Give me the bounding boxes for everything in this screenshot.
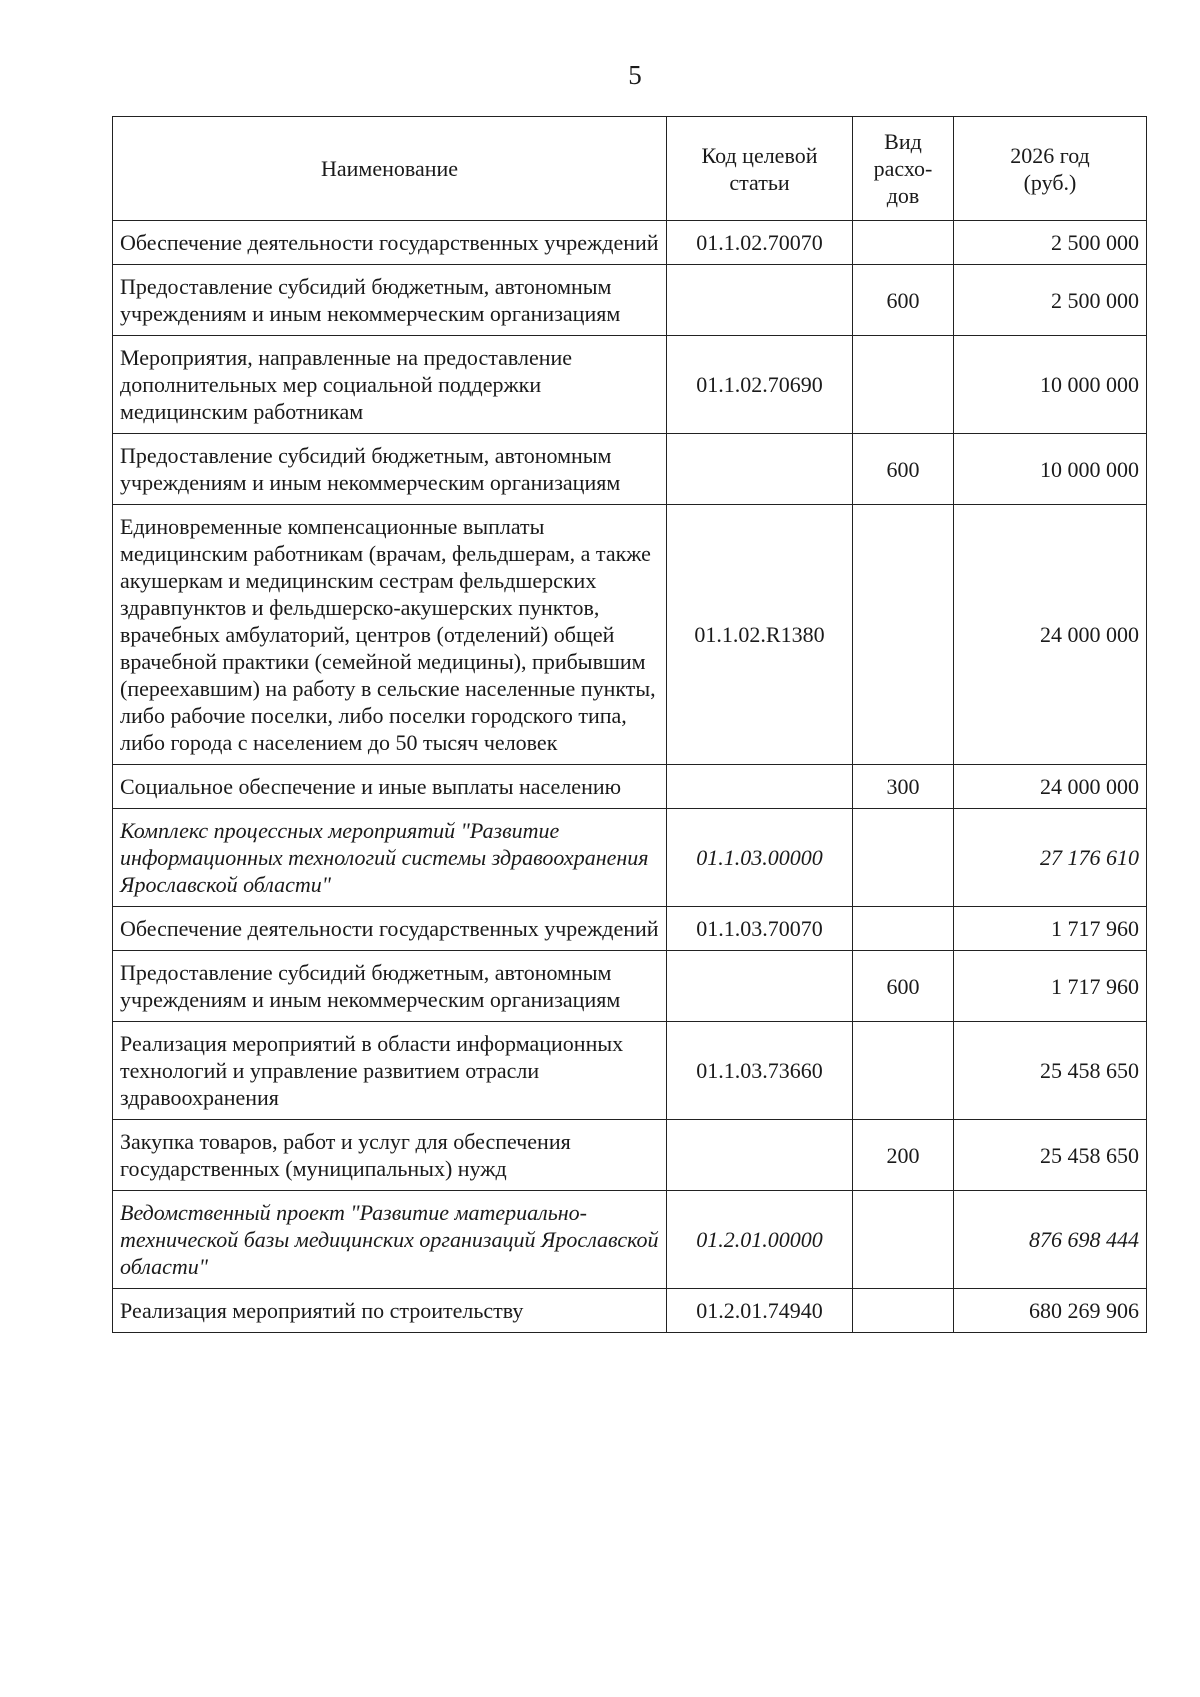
budget-table (112, 116, 1147, 1333)
cell-code (667, 951, 853, 1022)
header-name (113, 117, 667, 221)
table-row (113, 221, 1147, 265)
table-body (113, 221, 1147, 1333)
header-code-line2: статьи (729, 169, 790, 195)
cell-name: Комплекс процессных мероприятий "Развитие информационных технологий системы здравоохранения Ярославской области" (113, 809, 667, 907)
cell-sum: 27 176 610 (954, 809, 1147, 907)
cell-type (853, 336, 954, 434)
cell-type: 200 (853, 1120, 954, 1191)
cell-sum: 680 269 906 (954, 1289, 1147, 1333)
table-row (113, 434, 1147, 505)
cell-name: Закупка товаров, работ и услуг для обеспечения государственных (муниципальных) нужд (113, 1120, 667, 1191)
table-header-row (113, 117, 1147, 221)
cell-type (853, 221, 954, 265)
cell-code: 01.1.03.70070 (667, 907, 853, 951)
cell-type (853, 1022, 954, 1120)
header-name-text: Наименование (320, 156, 459, 181)
cell-name: Реализация мероприятий по строительству (113, 1289, 667, 1333)
cell-type (853, 505, 954, 765)
header-type (853, 117, 954, 221)
table-row (113, 336, 1147, 434)
cell-type (853, 809, 954, 907)
cell-type (853, 907, 954, 951)
header-sum-line1: 2026 год (1010, 142, 1090, 168)
cell-type: 600 (853, 951, 954, 1022)
cell-type: 600 (853, 434, 954, 505)
cell-sum: 24 000 000 (954, 765, 1147, 809)
header-sum (954, 117, 1147, 221)
cell-code: 01.1.02.R1380 (667, 505, 853, 765)
table-row (113, 505, 1147, 765)
cell-code (667, 765, 853, 809)
cell-name: Предоставление субсидий бюджетным, автономным учреждениям и иным некоммерческим организациям (113, 951, 667, 1022)
table-row (113, 765, 1147, 809)
page-number: 5 (628, 60, 642, 90)
cell-name: Обеспечение деятельности государственных учреждений (113, 907, 667, 951)
cell-sum: 10 000 000 (954, 434, 1147, 505)
table-row (113, 1022, 1147, 1120)
cell-code (667, 1120, 853, 1191)
cell-type (853, 1289, 954, 1333)
cell-name: Ведомственный проект "Развитие материально-технической базы медицинских организаций Ярославской области" (113, 1191, 667, 1289)
cell-sum: 1 717 960 (954, 951, 1147, 1022)
cell-name: Мероприятия, направленные на предоставление дополнительных мер социальной поддержки медицинским работникам (113, 336, 667, 434)
header-type-line1: Вид (884, 129, 922, 154)
cell-sum: 25 458 650 (954, 1022, 1147, 1120)
header-code (667, 117, 853, 221)
cell-code: 01.1.03.73660 (667, 1022, 853, 1120)
cell-type: 300 (853, 765, 954, 809)
header-sum-line2: (руб.) (1023, 169, 1077, 195)
table-row (113, 907, 1147, 951)
cell-name: Предоставление субсидий бюджетным, автономным учреждениям и иным некоммерческим организациям (113, 434, 667, 505)
header-type-line3: дов (886, 183, 920, 208)
cell-code: 01.1.02.70690 (667, 336, 853, 434)
cell-sum: 876 698 444 (954, 1191, 1147, 1289)
cell-name: Единовременные компенсационные выплаты медицинским работникам (врачам, фельдшерам, а также акушеркам и медицинским сестрам фельдшерских здравпунктов и фельдшерско-акушерских пунктов, врачебных амбулаторий, центров (отделений) общей врачебной практики (семейной медицины), прибывшим (переехавшим) на работу в сельские населенные пункты, либо рабочие поселки, либо поселки городского типа, либо города с населением до 50 тысяч человек (113, 505, 667, 765)
cell-name: Обеспечение деятельности государственных учреждений (113, 221, 667, 265)
cell-code (667, 434, 853, 505)
cell-sum: 2 500 000 (954, 265, 1147, 336)
cell-sum: 2 500 000 (954, 221, 1147, 265)
cell-name: Реализация мероприятий в области информационных технологий и управление развитием отрасли здравоохранения (113, 1022, 667, 1120)
cell-code: 01.2.01.74940 (667, 1289, 853, 1333)
cell-type: 600 (853, 265, 954, 336)
cell-sum: 10 000 000 (954, 336, 1147, 434)
cell-code: 01.2.01.00000 (667, 1191, 853, 1289)
cell-name: Социальное обеспечение и иные выплаты населению (113, 765, 667, 809)
cell-sum: 1 717 960 (954, 907, 1147, 951)
table-row (113, 1289, 1147, 1333)
cell-code (667, 265, 853, 336)
table-row (113, 265, 1147, 336)
cell-sum: 25 458 650 (954, 1120, 1147, 1191)
header-type-line2: расхо- (873, 156, 933, 181)
cell-type (853, 1191, 954, 1289)
table-row (113, 1120, 1147, 1191)
cell-code: 01.1.03.00000 (667, 809, 853, 907)
header-code-line1: Код целевой (701, 142, 818, 168)
cell-name: Предоставление субсидий бюджетным, автономным учреждениям и иным некоммерческим организациям (113, 265, 667, 336)
table-row (113, 809, 1147, 907)
table-row (113, 951, 1147, 1022)
cell-code: 01.1.02.70070 (667, 221, 853, 265)
cell-sum: 24 000 000 (954, 505, 1147, 765)
table-row (113, 1191, 1147, 1289)
